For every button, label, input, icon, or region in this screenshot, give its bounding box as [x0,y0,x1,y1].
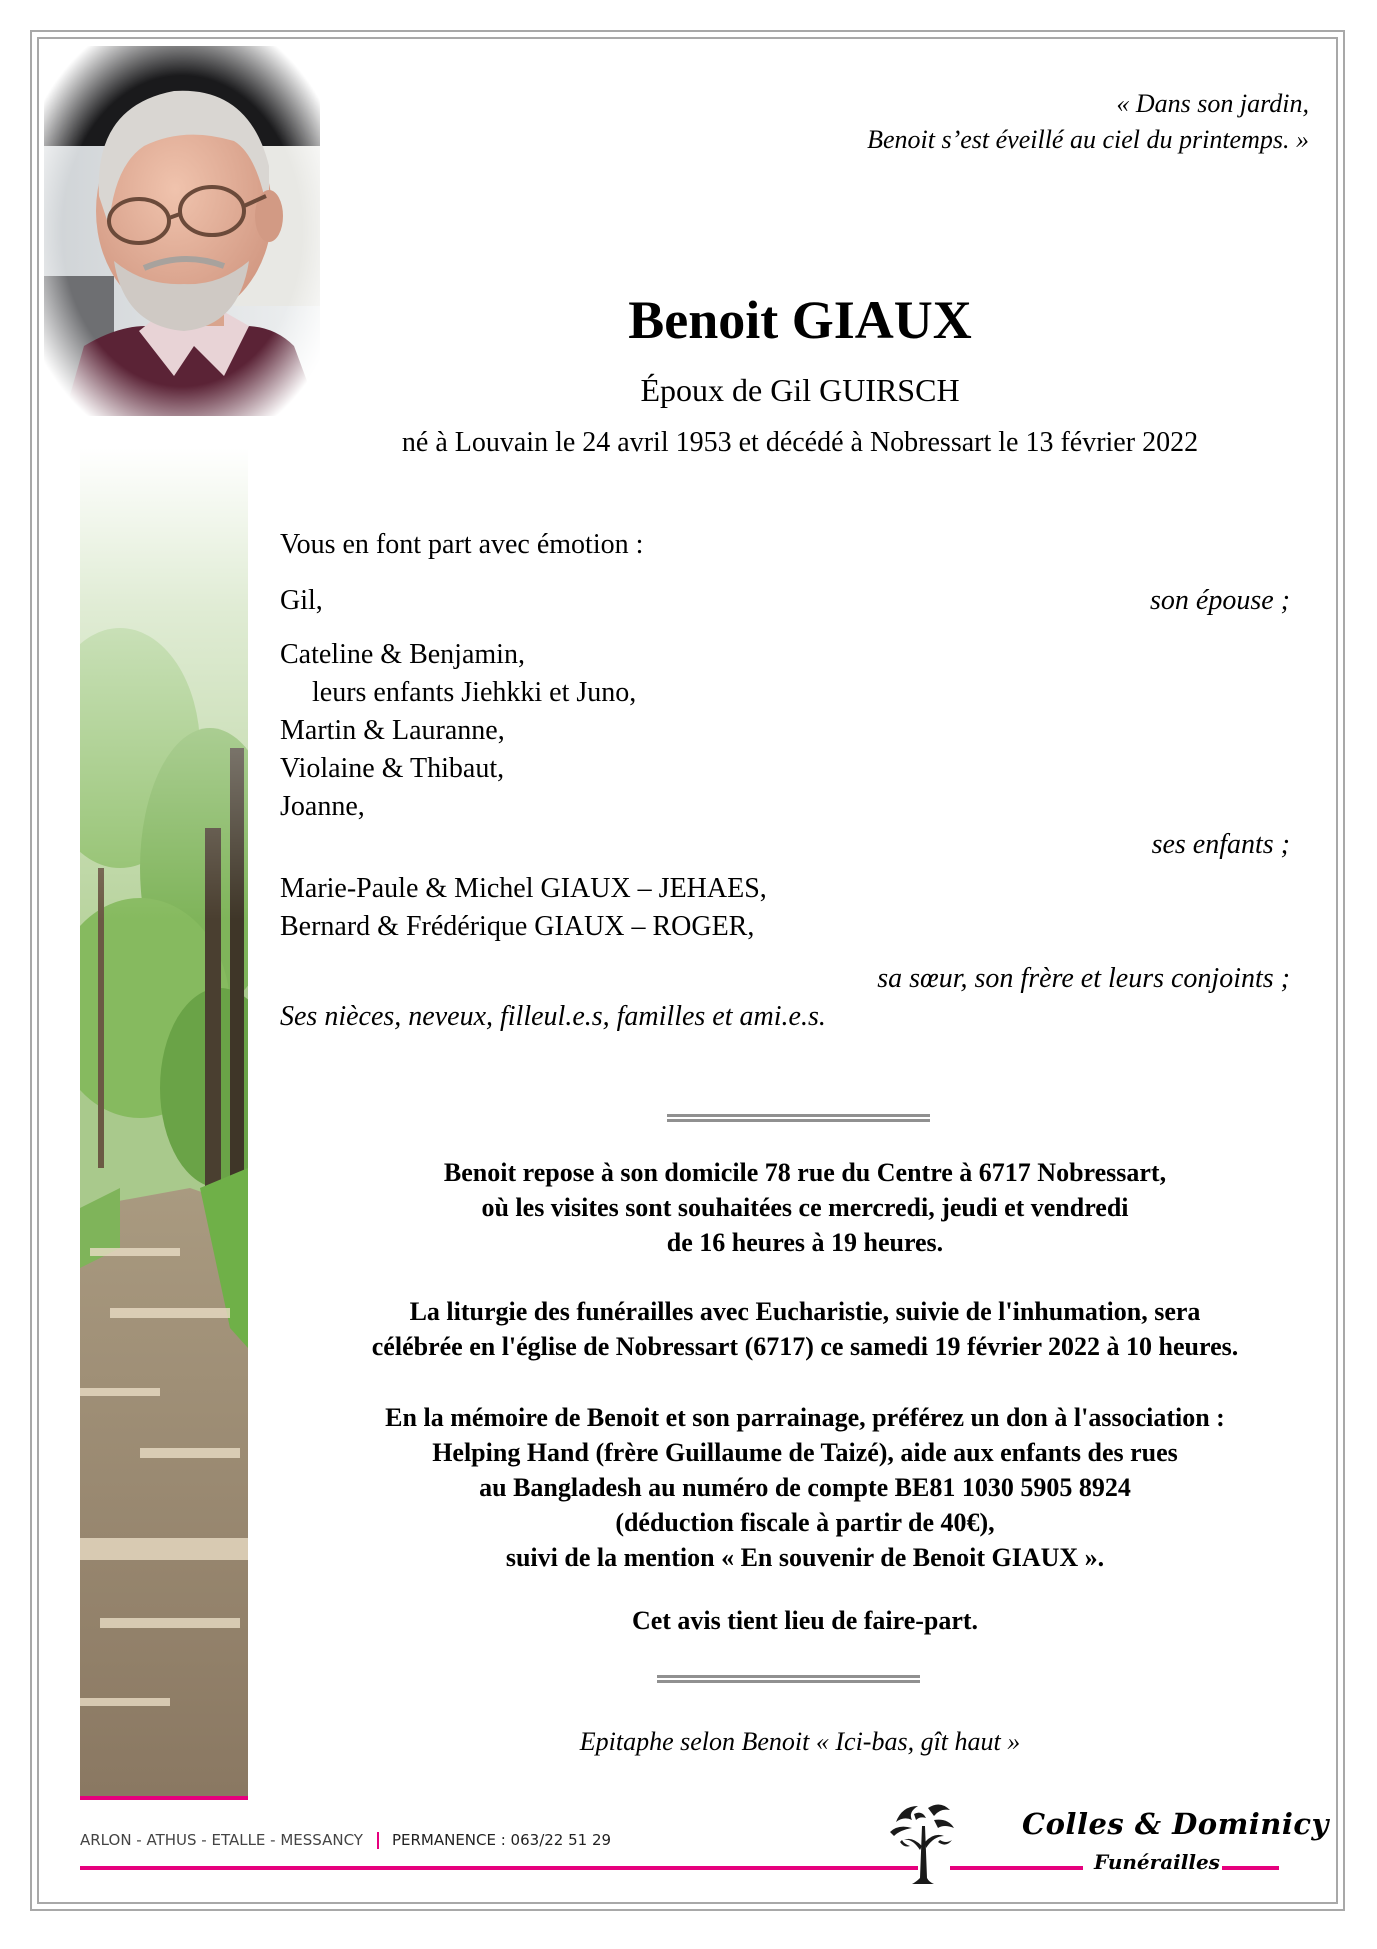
family-announcement [280,526,1290,1036]
deceased-name: Benoit GIAUX [628,290,972,350]
tree-icon [888,1796,958,1886]
opening-quote [867,86,1309,158]
funeral-line: célébrée en l'église de Nobressart (6717) ce samedi 19 février 2022 à 10 heures. [371,1332,1239,1361]
visitation-info [290,1155,1320,1260]
visitation-line: où les visites sont souhaitées ce mercredi, jeudi et vendredi [481,1193,1129,1222]
footer-separator [377,1832,379,1849]
donation-line: au Bangladesh au numéro de compte BE81 1030 5905 8924 [479,1473,1131,1502]
birth-death-line: né à Louvain le 24 avril 1953 et décédé à Nobressart le 13 février 2022 [401,427,1199,458]
siblings-relation-row [280,960,1290,998]
children-relation: ses enfants ; [1151,829,1290,860]
other-relatives: Ses nièces, neveux, filleul.e.s, familles et ami.e.s. [280,1001,826,1032]
sibling-line: Bernard & Frédérique GIAUX – ROGER, [280,911,755,942]
children-line: Joanne, [280,791,365,822]
logo-accent-line [1222,1866,1279,1870]
funeral-info [290,1294,1320,1364]
spouse-line: Époux de Gil GUIRSCH [640,372,960,408]
logo-accent-line [950,1866,1083,1870]
double-rule-divider [667,1114,930,1122]
footer-permanence: PERMANENCE : 063/22 51 29 [391,1831,612,1849]
spouse-relation: son épouse ; [1150,585,1290,616]
footer-locations: ARLON - ATHUS - ETALLE - MESSANCY [80,1831,363,1849]
quote-line-1: « Dans son jardin, [1116,89,1309,118]
children-line: Violaine & Thibaut, [280,753,505,784]
children-line: Martin & Lauranne, [280,715,505,746]
children-relation-row [280,826,1290,864]
visitation-line: de 16 heures à 19 heures. [666,1228,944,1257]
footer-contact [80,1831,611,1849]
family-spouse-row [280,582,1290,620]
quote-line-2: Benoit s’est éveillé au ciel du printemps. » [867,125,1309,154]
double-rule-divider [657,1675,920,1683]
spouse-name: Gil, [280,585,323,616]
funeral-line: La liturgie des funérailles avec Eucharistie, suivie de l'inhumation, sera [409,1297,1201,1326]
footer-accent-line [80,1866,918,1870]
portrait-photo [44,46,320,416]
notice-line: Cet avis tient lieu de faire-part. [631,1606,979,1635]
children-line: leurs enfants Jiehkki et Juno, [312,677,637,708]
family-intro: Vous en font part avec émotion : [280,529,644,560]
epitaph: Epitaphe selon Benoit « Ici-bas, gît haut » [579,1727,1021,1756]
children-line: Cateline & Benjamin, [280,639,525,670]
forest-image-accent-line [80,1796,248,1800]
forest-path-image [80,448,248,1796]
donation-line: suivi de la mention « En souvenir de Benoit GIAUX ». [505,1543,1105,1572]
sibling-line: Marie-Paule & Michel GIAUX – JEHAES, [280,873,767,904]
company-name: Colles & Dominicy [1022,1807,1329,1841]
donation-info [290,1400,1320,1575]
donation-line: En la mémoire de Benoit et son parrainage, préférez un don à l'association : [385,1403,1225,1432]
visitation-line: Benoit repose à son domicile 78 rue du Centre à 6717 Nobressart, [443,1158,1167,1187]
siblings-relation: sa sœur, son frère et leurs conjoints ; [877,963,1290,994]
donation-line: Helping Hand (frère Guillaume de Taizé), aide aux enfants des rues [432,1438,1178,1467]
company-subtitle: Funérailles [1094,1850,1220,1874]
donation-line: (déduction fiscale à partir de 40€), [615,1508,995,1537]
